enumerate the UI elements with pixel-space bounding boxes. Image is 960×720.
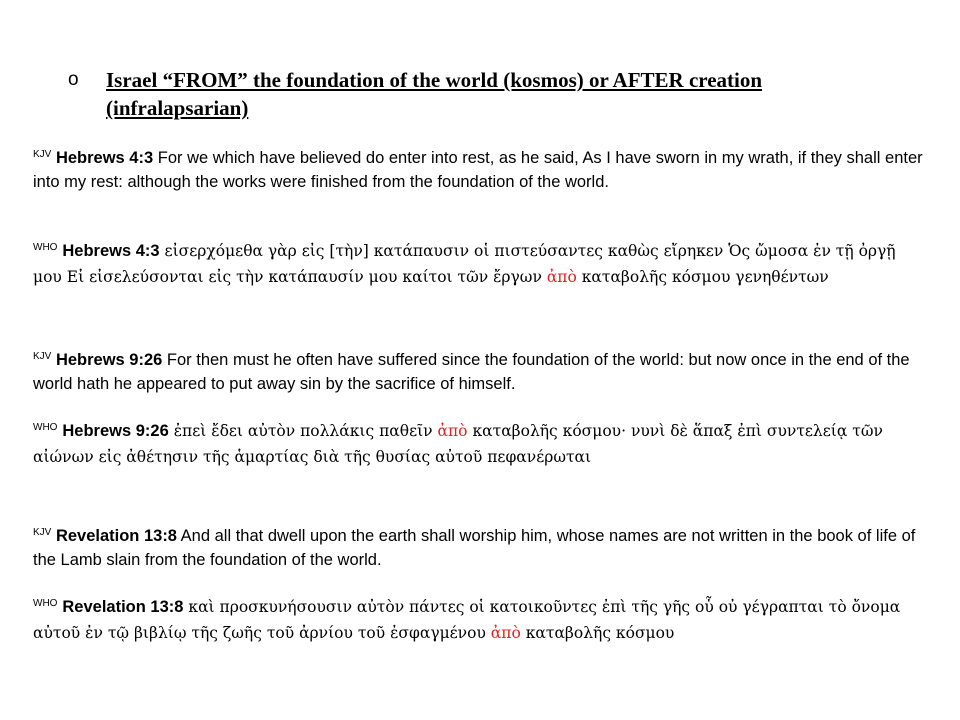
verse-reference: Hebrews 4:3: [55, 149, 154, 167]
translation-label: WHO: [33, 242, 58, 253]
verse-text: ἐπεὶ ἔδει αὐτὸν πολλάκις παθεῖν: [168, 422, 438, 440]
verse-hebrews-9-26-greek: [33, 418, 923, 470]
bullet-marker: o: [68, 69, 79, 90]
translation-label: WHO: [33, 598, 58, 609]
verse-reference: Hebrews 9:26: [62, 422, 169, 440]
slide-heading: Israel “FROM” the foundation of the world (kosmos) or AFTER creation (infralapsarian): [106, 68, 763, 120]
verse-text-continued: καταβολῆς κόσμου· νυνὶ δὲ ἅπαξ ἐπὶ συντελείᾳ τῶν αἰώνων εἰς ἀθέτησιν τῆς ἁμαρτίας διὰ τῆς θυσίας αὐτοῦ πεφανέρωται: [33, 422, 883, 466]
verse-hebrews-4-3-greek: [33, 238, 923, 290]
highlight-word: ἀπὸ: [546, 268, 577, 286]
verse-reference: Revelation 13:8: [55, 527, 177, 545]
translation-label: WHO: [33, 422, 58, 433]
translation-label: KJV: [33, 149, 52, 160]
verse-text-continued: καταβολῆς κόσμου γενηθέντων: [576, 268, 829, 286]
verse-hebrews-4-3-kjv: [33, 146, 923, 194]
verse-text: For we which have believed do enter into rest, as he said, As I have sworn in my wrath, if they shall enter into my rest: although the works were finished from the foundation of the world.: [33, 149, 923, 191]
verse-hebrews-9-26-kjv: [33, 348, 923, 396]
verse-reference: Hebrews 4:3: [62, 242, 160, 260]
verse-revelation-13-8-kjv: [33, 524, 923, 572]
verse-text: And all that dwell upon the earth shall worship him, whose names are not written in the book of life of the Lamb slain from the foundation of the world.: [33, 527, 916, 569]
verse-text: καὶ προσκυνήσουσιν αὐτὸν πάντες οἱ κατοικοῦντες ἐπὶ τῆς γῆς οὗ οὐ γέγραπται τὸ ὄνομα αὐτοῦ ἐν τῷ βιβλίῳ τῆς ζωῆς τοῦ ἀρνίου τοῦ ἐσφαγμένου: [33, 598, 901, 642]
translation-label: KJV: [33, 527, 52, 538]
verse-text: For then must he often have suffered since the foundation of the world: but now once in the end of the world hath he appeared to put away sin by the sacrifice of himself.: [33, 351, 910, 393]
highlight-word: ἀπὸ: [490, 624, 521, 642]
verse-reference: Hebrews 9:26: [55, 351, 163, 369]
heading-row: [68, 66, 928, 122]
highlight-word: ἀπὸ: [437, 422, 468, 440]
verse-text-continued: καταβολῆς κόσμου: [520, 624, 675, 642]
verse-reference: Revelation 13:8: [62, 598, 184, 616]
verse-revelation-13-8-greek: [33, 594, 923, 646]
translation-label: KJV: [33, 351, 52, 362]
verse-text: εἰσερχόμεθα γὰρ εἰς [τὴν] κατάπαυσιν οἱ πιστεύσαντες καθὼς εἴρηκεν Ὁς ὤμοσα ἐν τῇ ὀργῇ μου Εἰ εἰσελεύσονται εἰς τὴν κατάπαυσίν μου καίτοι τῶν ἔργων: [33, 242, 896, 286]
